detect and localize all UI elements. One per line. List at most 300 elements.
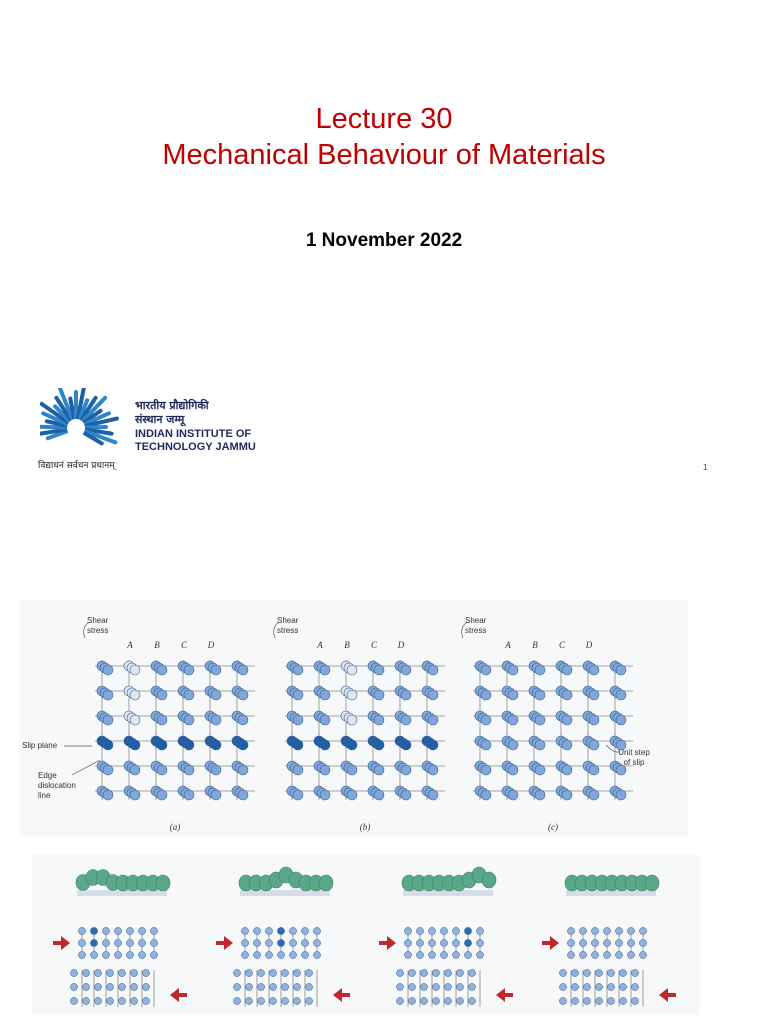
atom (374, 790, 384, 800)
atom (241, 951, 248, 958)
caterpillar-panel (216, 867, 350, 1007)
atom (293, 983, 300, 990)
logo-hindi-line2: संस्थान जम्मू (135, 413, 185, 426)
atom (118, 997, 125, 1004)
atom (130, 969, 137, 976)
atom (567, 939, 574, 946)
atom (70, 997, 77, 1004)
dislocation-pointer (72, 760, 100, 775)
atom (103, 665, 113, 675)
atom (157, 790, 167, 800)
atom (631, 997, 638, 1004)
atom (320, 665, 330, 675)
caterpillar-segment (645, 875, 659, 891)
atom (184, 790, 194, 800)
atom (106, 997, 113, 1004)
atom (476, 927, 483, 934)
atom (444, 997, 451, 1004)
logo-hindi-line1: भारतीय प्रौद्योगिकी (135, 399, 209, 412)
atom (535, 690, 545, 700)
atom (347, 790, 357, 800)
atom (567, 951, 574, 958)
lattice-panel (84, 616, 255, 832)
page-number: 1 (703, 463, 708, 472)
atom (211, 690, 221, 700)
atom (82, 969, 89, 976)
atom (559, 983, 566, 990)
slide-title-line1: Lecture 30 (315, 103, 453, 135)
atom (142, 997, 149, 1004)
panel-caption: (b) (359, 822, 371, 832)
column-label: B (344, 640, 350, 650)
atom (452, 939, 459, 946)
panel-caption: (c) (548, 822, 558, 832)
atom (589, 665, 599, 675)
atom (591, 927, 598, 934)
atom (428, 690, 438, 700)
atom (126, 939, 133, 946)
atom (420, 969, 427, 976)
atom (293, 665, 303, 675)
atom (404, 927, 411, 934)
atom (102, 939, 109, 946)
atom (396, 997, 403, 1004)
atom (102, 927, 109, 934)
atom (238, 665, 248, 675)
atom (313, 951, 320, 958)
lattice-panel (274, 616, 445, 832)
atom (238, 765, 248, 775)
atom (631, 983, 638, 990)
atom (603, 951, 610, 958)
atom (150, 927, 157, 934)
atom (320, 790, 330, 800)
atom (579, 951, 586, 958)
atom (562, 715, 572, 725)
atom (94, 997, 101, 1004)
atom (211, 715, 221, 725)
logo-motto: विद्याधनं सर्वधन प्रधानम् (38, 461, 115, 471)
atom (253, 939, 260, 946)
atom (428, 765, 438, 775)
atom (615, 939, 622, 946)
atom (571, 983, 578, 990)
atom (301, 951, 308, 958)
atom (508, 690, 518, 700)
atom (238, 790, 248, 800)
atom (432, 983, 439, 990)
column-label: C (180, 640, 188, 650)
atom (616, 790, 626, 800)
iit-jammu-logo (40, 388, 260, 478)
atom (444, 969, 451, 976)
atom (103, 740, 113, 750)
atom (401, 690, 411, 700)
atom (293, 997, 300, 1004)
atom (347, 740, 357, 750)
edge-dislocation-label: Edge dislocation line (38, 771, 76, 800)
atom (508, 715, 518, 725)
atom (615, 951, 622, 958)
caterpillar-panel (379, 867, 513, 1007)
column-label: D (207, 640, 215, 650)
atom (281, 983, 288, 990)
column-label: A (127, 640, 133, 650)
atom (468, 997, 475, 1004)
atom (616, 715, 626, 725)
atom (289, 951, 296, 958)
column-label: B (532, 640, 538, 650)
atom (562, 665, 572, 675)
column-label: D (585, 640, 593, 650)
atom (157, 740, 167, 750)
atom (157, 665, 167, 675)
atom (211, 765, 221, 775)
atom (265, 951, 272, 958)
atom (456, 983, 463, 990)
atom (184, 690, 194, 700)
atom (157, 765, 167, 775)
atom (508, 765, 518, 775)
atom (589, 740, 599, 750)
atom (114, 939, 121, 946)
atom (130, 765, 140, 775)
atom (535, 790, 545, 800)
atom (374, 765, 384, 775)
slide-title-line2: Mechanical Behaviour of Materials (162, 139, 606, 171)
atom (583, 969, 590, 976)
atom (305, 983, 312, 990)
push-arrow-left-icon (496, 988, 513, 1002)
atom (616, 665, 626, 675)
atom (78, 927, 85, 934)
atom (94, 983, 101, 990)
atom (118, 983, 125, 990)
column-label: A (317, 640, 323, 650)
atom (293, 740, 303, 750)
atom (595, 983, 602, 990)
atom (432, 969, 439, 976)
atom (432, 997, 439, 1004)
atom (265, 927, 272, 934)
caterpillar-segment (156, 875, 170, 891)
atom (211, 665, 221, 675)
atom (245, 997, 252, 1004)
atom (82, 997, 89, 1004)
atom (535, 715, 545, 725)
atom (78, 939, 85, 946)
atom (440, 951, 447, 958)
caterpillar-panel (542, 875, 676, 1007)
atom (102, 951, 109, 958)
atom (238, 740, 248, 750)
atom (90, 927, 97, 934)
atom (265, 939, 272, 946)
atom (440, 927, 447, 934)
atom (238, 690, 248, 700)
atom (293, 715, 303, 725)
atom (428, 951, 435, 958)
atom (157, 690, 167, 700)
atom (627, 927, 634, 934)
atom (559, 997, 566, 1004)
caterpillar-analogy-figure (32, 855, 700, 1015)
atom (142, 969, 149, 976)
atom (416, 927, 423, 934)
atom (401, 790, 411, 800)
atom (301, 927, 308, 934)
atom (428, 740, 438, 750)
atom (583, 983, 590, 990)
atom (90, 939, 97, 946)
atom (567, 927, 574, 934)
atom (320, 740, 330, 750)
atom (396, 969, 403, 976)
atom (452, 927, 459, 934)
atom (444, 983, 451, 990)
atom (571, 969, 578, 976)
atom (481, 790, 491, 800)
atom (589, 715, 599, 725)
atom (627, 939, 634, 946)
atom (416, 939, 423, 946)
atom (241, 939, 248, 946)
atom (241, 927, 248, 934)
atom (114, 951, 121, 958)
push-arrow-left-icon (333, 988, 350, 1002)
atom (481, 715, 491, 725)
atom (130, 740, 140, 750)
atom (233, 997, 240, 1004)
atom (320, 690, 330, 700)
atom (396, 983, 403, 990)
caterpillar-panel (53, 870, 187, 1008)
atom (305, 969, 312, 976)
atom (562, 790, 572, 800)
atom (103, 715, 113, 725)
atom (452, 951, 459, 958)
atom (440, 939, 447, 946)
atom (464, 927, 471, 934)
atom (277, 927, 284, 934)
atom (130, 665, 140, 675)
logo-english-line2: TECHNOLOGY JAMMU (135, 441, 256, 453)
atom (404, 951, 411, 958)
atom (579, 939, 586, 946)
logo-english-line1: INDIAN INSTITUTE OF (135, 428, 252, 440)
push-arrow-left-icon (659, 988, 676, 1002)
atom (481, 690, 491, 700)
atom (464, 939, 471, 946)
atom (150, 939, 157, 946)
atom (476, 951, 483, 958)
column-label: C (558, 640, 566, 650)
atom (508, 790, 518, 800)
atom (281, 997, 288, 1004)
atom (428, 927, 435, 934)
atom (428, 939, 435, 946)
atom (70, 983, 77, 990)
atom (571, 997, 578, 1004)
atom (150, 951, 157, 958)
caterpillar-segment (319, 875, 333, 891)
atom (562, 765, 572, 775)
sunburst-emblem-icon (40, 388, 135, 458)
shear-stress-label: Shear stress (277, 616, 299, 635)
slip-plane-label: Slip plane (22, 741, 58, 750)
atom (456, 969, 463, 976)
atom (401, 740, 411, 750)
atom (103, 690, 113, 700)
atom (639, 939, 646, 946)
atom (293, 790, 303, 800)
atom (468, 983, 475, 990)
lattice-panel (462, 616, 633, 832)
atom (374, 665, 384, 675)
atom (269, 969, 276, 976)
atom (106, 983, 113, 990)
lecture-date: 1 November 2022 (305, 230, 463, 251)
atom (535, 740, 545, 750)
atom (579, 927, 586, 934)
atom (78, 951, 85, 958)
atom (627, 951, 634, 958)
atom (595, 969, 602, 976)
atom (320, 765, 330, 775)
atom (289, 939, 296, 946)
atom (481, 765, 491, 775)
push-arrow-right-icon (216, 936, 233, 950)
atom (404, 939, 411, 946)
atom (468, 969, 475, 976)
atom (245, 969, 252, 976)
atom (615, 927, 622, 934)
atom (211, 740, 221, 750)
unit-step-label: Unit step of slip (618, 748, 650, 767)
atom (138, 951, 145, 958)
atom (277, 939, 284, 946)
atom (428, 715, 438, 725)
atom (559, 969, 566, 976)
atom (301, 939, 308, 946)
atom (90, 951, 97, 958)
column-label: A (505, 640, 511, 650)
atom (293, 765, 303, 775)
atom (238, 715, 248, 725)
column-label: C (370, 640, 378, 650)
atom (535, 765, 545, 775)
atom (94, 969, 101, 976)
push-arrow-right-icon (542, 936, 559, 950)
atom (293, 690, 303, 700)
atom (126, 951, 133, 958)
atom (508, 740, 518, 750)
atom (253, 951, 260, 958)
atom (313, 939, 320, 946)
atom (305, 997, 312, 1004)
atom (589, 765, 599, 775)
atom (481, 740, 491, 750)
atom (562, 740, 572, 750)
atom (374, 690, 384, 700)
atom (607, 969, 614, 976)
atom (277, 951, 284, 958)
atom (616, 690, 626, 700)
atom (257, 969, 264, 976)
atom (157, 715, 167, 725)
atom (619, 997, 626, 1004)
push-arrow-left-icon (170, 988, 187, 1002)
atom (603, 939, 610, 946)
atom (103, 765, 113, 775)
atom (269, 997, 276, 1004)
shear-stress-label: Shear stress (87, 616, 109, 635)
atom (257, 983, 264, 990)
atom (631, 969, 638, 976)
atom (347, 715, 357, 725)
atom (114, 927, 121, 934)
atom (184, 715, 194, 725)
atom (464, 951, 471, 958)
atom (619, 969, 626, 976)
atom (233, 969, 240, 976)
atom (607, 997, 614, 1004)
atom (138, 939, 145, 946)
atom (428, 665, 438, 675)
atom (320, 715, 330, 725)
column-label: D (397, 640, 405, 650)
push-arrow-right-icon (379, 936, 396, 950)
atom (138, 927, 145, 934)
atom (476, 939, 483, 946)
atom (313, 927, 320, 934)
atom (374, 715, 384, 725)
atom (639, 951, 646, 958)
atom (535, 665, 545, 675)
atom (607, 983, 614, 990)
edge-dislocation-figure (20, 600, 688, 836)
panel-caption: (a) (169, 822, 181, 832)
atom (456, 997, 463, 1004)
atom (269, 983, 276, 990)
atom (130, 997, 137, 1004)
atom (245, 983, 252, 990)
atom (347, 765, 357, 775)
atom (289, 927, 296, 934)
atom (82, 983, 89, 990)
atom (184, 665, 194, 675)
atom (106, 969, 113, 976)
atom (130, 983, 137, 990)
caterpillar-segment (482, 872, 496, 888)
atom (70, 969, 77, 976)
atom (508, 665, 518, 675)
atom (142, 983, 149, 990)
atom (591, 951, 598, 958)
push-arrow-right-icon (53, 936, 70, 950)
atom (420, 983, 427, 990)
atom (126, 927, 133, 934)
column-label: B (154, 640, 160, 650)
atom (253, 927, 260, 934)
atom (130, 715, 140, 725)
atom (408, 969, 415, 976)
atom (591, 939, 598, 946)
atom (619, 983, 626, 990)
atom (103, 790, 113, 800)
atom (408, 983, 415, 990)
atom (428, 790, 438, 800)
